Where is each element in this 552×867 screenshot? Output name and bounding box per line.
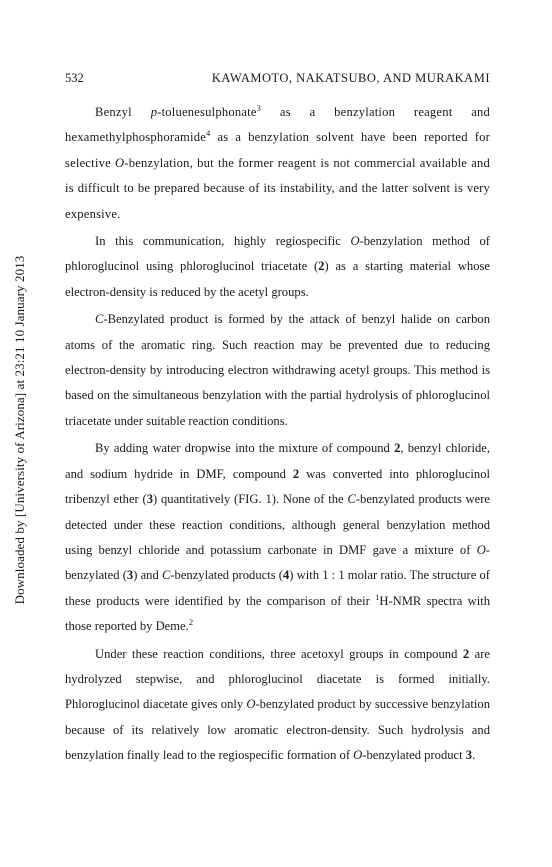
text-run: -benzylation, but the former reagent is not commercial available and is difficult to be prepared because of its instability, and the latter solvent is very expensive. xyxy=(65,155,491,221)
reference-superscript: 3 xyxy=(256,103,262,113)
text-run: -toluenesulphonate xyxy=(157,105,257,119)
italic-text: C xyxy=(347,492,356,507)
text-run: as a benzylation reagent and hexamethylphosphoramide xyxy=(65,105,490,145)
italic-text: C xyxy=(95,312,104,327)
compound-number: 3 xyxy=(465,748,473,763)
text-run: was converted into phloroglucinol tribenzyl ether ( xyxy=(65,466,490,507)
text-run: -benzylated product by successive benzylation because of its relatively low aromatic electron-density. Such hydrolysis and benzylation finally lead to the regiospecific formation of xyxy=(65,697,490,763)
reference-superscript: 2 xyxy=(188,617,194,628)
page-header xyxy=(65,71,490,86)
text-run: -benzylated products were detected under these reaction conditions, although general benzylation method using benzyl chloride and potassium carbonate in DMF gave a mixture of xyxy=(65,492,491,557)
compound-number: 2 xyxy=(292,466,300,481)
italic-text: O xyxy=(246,697,256,712)
italic-text: O xyxy=(350,234,360,249)
text-run: -benzylated product xyxy=(362,748,466,763)
article-body xyxy=(65,100,490,769)
compound-number: 2 xyxy=(318,259,325,274)
text-run: Under these reaction conditions, three acetoxyl groups in compound xyxy=(95,646,463,661)
text-run: . xyxy=(472,748,476,763)
text-run: By adding water dropwise into the mixture of compound xyxy=(95,441,395,456)
text-run: Benzyl xyxy=(95,105,151,119)
text-run: are hydrolyzed stepwise, and phloroglucinol diacetate is formed initially. Phloroglucinol diacetate gives only xyxy=(65,646,490,712)
text-run: ) and xyxy=(133,568,162,583)
body-paragraph xyxy=(65,229,490,305)
text-run: ) as a starting material whose electron-density is reduced by the acetyl groups. xyxy=(65,259,490,299)
text-run: -benzylated ( xyxy=(65,542,490,583)
page-number: 532 xyxy=(65,71,84,85)
text-run: -benzylation method of phloroglucinol using phloroglucinol triacetate ( xyxy=(65,234,490,274)
text-run: as a benzylation solvent have been reported for selective xyxy=(65,130,490,170)
text-run: -benzylated products ( xyxy=(170,568,283,583)
text-run: ) with 1 : 1 molar ratio. The structure of these products were identified by the comparison of their xyxy=(65,568,490,608)
body-paragraph xyxy=(65,307,490,434)
body-paragraph xyxy=(65,436,490,639)
download-watermark: Downloaded by [University of Arizona] at 23:21 10 January 2013 xyxy=(12,255,27,605)
compound-number: 4 xyxy=(282,568,290,583)
body-paragraph xyxy=(65,100,490,227)
italic-text: O xyxy=(476,542,486,557)
text-run: H-NMR spectra with those reported by Deme. xyxy=(65,593,490,634)
reference-superscript: 4 xyxy=(206,128,211,139)
italic-text: O xyxy=(115,155,125,170)
compound-number: 2 xyxy=(394,441,401,456)
reference-superscript: 1 xyxy=(375,591,380,602)
text-run: , benzyl chloride, and sodium hydride in DMF, compound xyxy=(65,441,490,481)
italic-text: C xyxy=(161,568,171,583)
compound-number: 3 xyxy=(126,568,134,583)
text-run: ) quantitatively (FIG. 1). None of the xyxy=(153,492,348,507)
compound-number: 2 xyxy=(462,646,470,661)
italic-text: p xyxy=(150,105,158,119)
compound-number: 3 xyxy=(146,492,154,507)
body-paragraph xyxy=(65,642,490,769)
text-run: -Benzylated product is formed by the attack of benzyl halide on carbon atoms of the aromatic ring. Such reaction may be prevented due to reducing electron-density by introducing electron withdrawing acetyl groups. This method is based on the simultaneous benzylation with the partial hydrolysis of phloroglucinol triacetate under suitable reaction conditions. xyxy=(65,312,490,428)
text-run: In this communication, highly regiospecific xyxy=(95,234,351,249)
italic-text: O xyxy=(353,748,363,763)
running-title: KAWAMOTO, NAKATSUBO, AND MURAKAMI xyxy=(211,71,490,85)
